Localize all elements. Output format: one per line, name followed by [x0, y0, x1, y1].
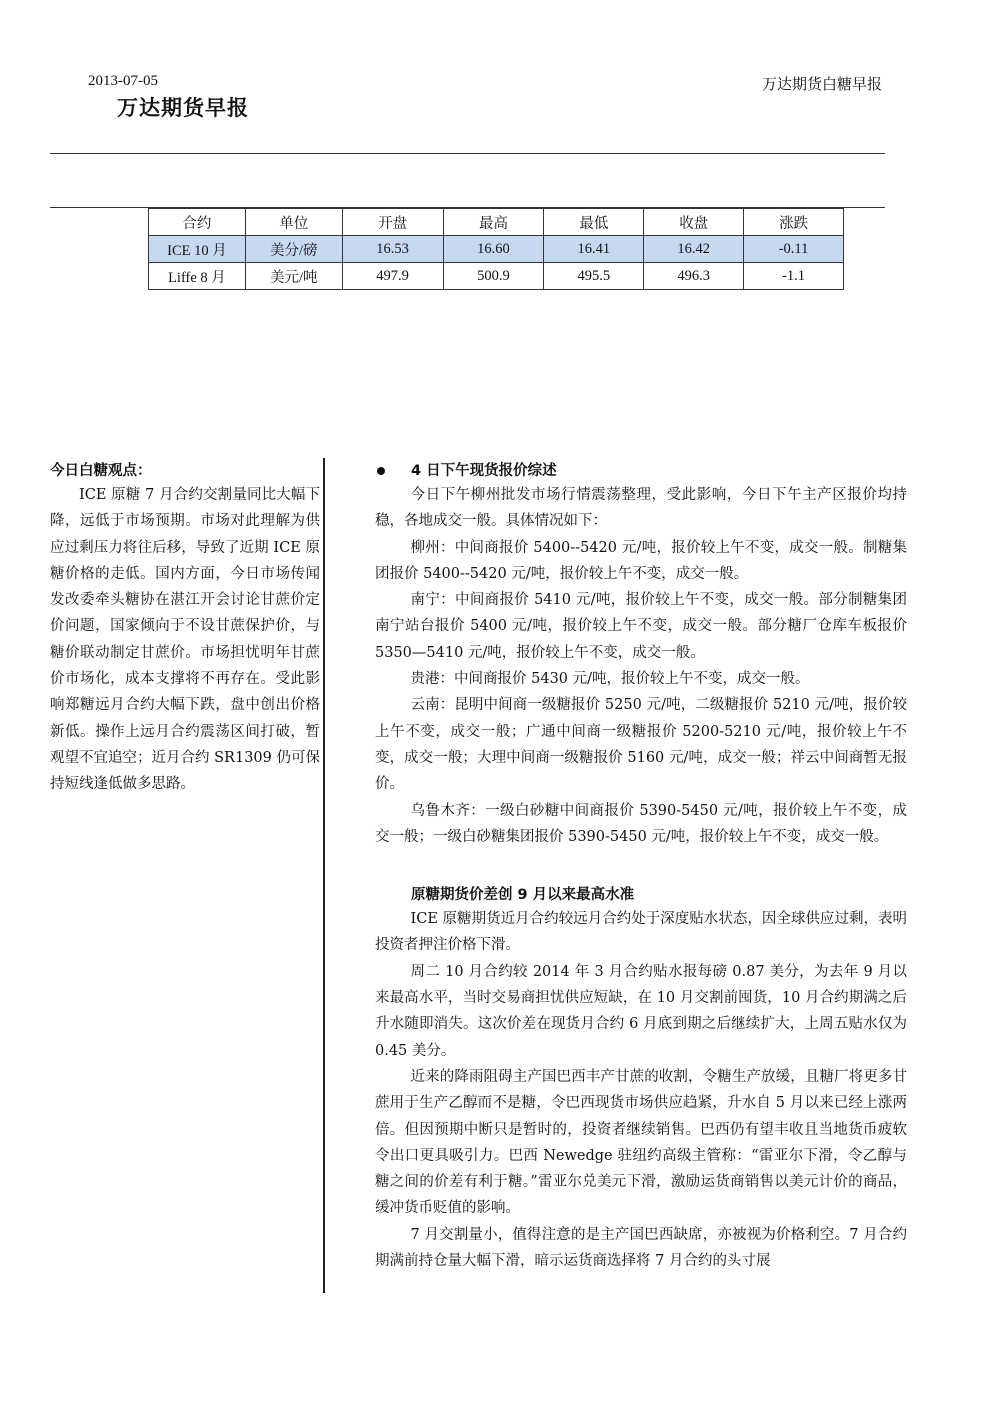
table-row: [149, 263, 844, 290]
spot-paragraph: 今日下午柳州批发市场行情震荡整理，受此影响，今日下午主产区报价均持稳，各地成交一般。具体情况如下：: [375, 487, 907, 530]
spot-paragraph: 乌鲁木齐：一级白砂糖中间商报价 5390-5450 元/吨，报价较上午不变，成交一般；一级白砂糖集团报价 5390-5450 元/吨，报价较上午不变，成交一般。: [375, 802, 907, 845]
column-header: 单位: [245, 209, 342, 236]
spot-paragraph: 云南：昆明中间商一级糖报价 5250 元/吨，二级糖报价 5210 元/吨，报价较上午不变，成交一般；广通中间商一级糖报价 5200-5210 元/吨，报价较上午不变，成交一般；大理中间商一级糖报价 5160 元/吨，成交一般；祥云中间商暂无报价。: [375, 697, 907, 793]
column-header: 最低: [544, 209, 644, 236]
column-header: 开盘: [342, 209, 443, 236]
outlook-paragraph: ICE 原糖 7 月合约交割量同比大幅下降，远低于市场预期。市场对此理解为供应过剩压力将往后移，导致了近期 ICE 原糖价格的走低。国内方面，今日市场传闻发改委牵头糖协在湛江开会讨论甘蔗价定价问题，国家倾向于不设甘蔗保护价，与糖价联动制定甘蔗价。市场担忧明年甘蔗价市场化，成本支撑将不再存在。受此影响郑糖远月合约大幅下跌，盘中创出价格新低。操作上远月合约震荡区间打破，暂观望不宜追空；近月合约 SR1309 仍可保持短线逢低做多思路。: [50, 487, 320, 793]
table-cell: 495.5: [544, 263, 644, 290]
report-title: 万达期货早报: [117, 96, 249, 120]
table-cell: -1.1: [744, 263, 844, 290]
table-cell: 496.3: [644, 263, 744, 290]
sugar-outlook-column: [50, 460, 320, 798]
table-cell: 16.41: [544, 236, 644, 263]
spot-paragraph: 贵港：中间商报价 5430 元/吨，报价较上午不变，成交一般。: [410, 671, 810, 688]
table-cell: 497.9: [342, 263, 443, 290]
table-cell: -0.11: [744, 236, 844, 263]
spread-paragraph: 7 月交割量小，值得注意的是主产国巴西缺席，亦被视为价格利空。7 月合约期满前持仓量大幅下滑，暗示运货商选择将 7 月合约的头寸展: [375, 1226, 907, 1270]
column-header: 合约: [149, 209, 246, 236]
table-cell: 16.60: [443, 236, 544, 263]
spread-news-heading: 原糖期货价差创 9 月以来最高水准: [411, 887, 635, 904]
news-column: [375, 460, 907, 1274]
column-divider: [323, 458, 325, 1293]
spread-paragraph: 周二 10 月合约较 2014 年 3 月合约贴水报每磅 0.87 美分，为去年 9 月以来最高水平，当时交易商担忧供应短缺，在 10 月交割前囤货，10 月合约期满之后升水随即消失。这次价差在现货月合约 6 月底到期之后继续扩大，上周五贴水仅为 0.45 美分。: [375, 963, 907, 1059]
table-cell: 美元/吨: [245, 263, 342, 290]
column-header: 最高: [443, 209, 544, 236]
outlook-heading: 今日白糖观点：: [50, 463, 152, 479]
table-cell: 16.42: [644, 236, 744, 263]
spot-paragraph: 南宁：中间商报价 5410 元/吨，报价较上午不变，成交一般。部分制糖集团南宁站台报价 5400 元/吨，报价较上午不变，成交一般。部分糖厂仓库车板报价 5350—5410 元/吨，报价较上午不变，成交一般。: [375, 592, 907, 661]
table-cell: 16.53: [342, 236, 443, 263]
table-row: [149, 236, 844, 263]
column-header: 涨跌: [744, 209, 844, 236]
table-cell: 500.9: [443, 263, 544, 290]
table-cell: ICE 10 月: [149, 236, 246, 263]
table-cell: Liffe 8 月: [149, 263, 246, 290]
spot-paragraph: 柳州：中间商报价 5400--5420 元/吨，报价较上午不变，成交一般。制糖集团报价 5400--5420 元/吨，报价较上午不变，成交一般。: [375, 539, 907, 582]
spread-paragraph: 近来的降雨阻碍主产国巴西丰产甘蔗的收割，令糖生产放缓，且糖厂将更多甘蔗用于生产乙醇而不是糖，令巴西现货市场供应趋紧，升水自 5 月以来已经上涨两倍。但因预期中断只是暂时的，投资者继续销售。巴西仍有望丰收且当地货币疲软令出口更具吸引力。巴西 Newedge 驻纽约高级主管称：“雷亚尔下滑，令乙醇与糖之间的价差有利于糖。”雷亚尔兑美元下滑，激励运货商销售以美元计价的商品，缓冲货币贬值的影响。: [375, 1068, 907, 1217]
futures-quote-table: [148, 208, 844, 290]
column-header: 收盘: [644, 209, 744, 236]
table-cell: 美分/磅: [245, 236, 342, 263]
table-header-row: [149, 209, 844, 236]
report-running-title: 万达期货白糖早报: [762, 75, 883, 93]
spread-paragraph: ICE 原糖期货近月合约较远月合约处于深度贴水状态，因全球供应过剩，表明投资者押注价格下滑。: [375, 911, 907, 954]
header-rule: [50, 153, 885, 154]
report-date: 2013-07-05: [88, 73, 158, 89]
spot-price-heading: 4 日下午现货报价综述: [375, 460, 907, 482]
